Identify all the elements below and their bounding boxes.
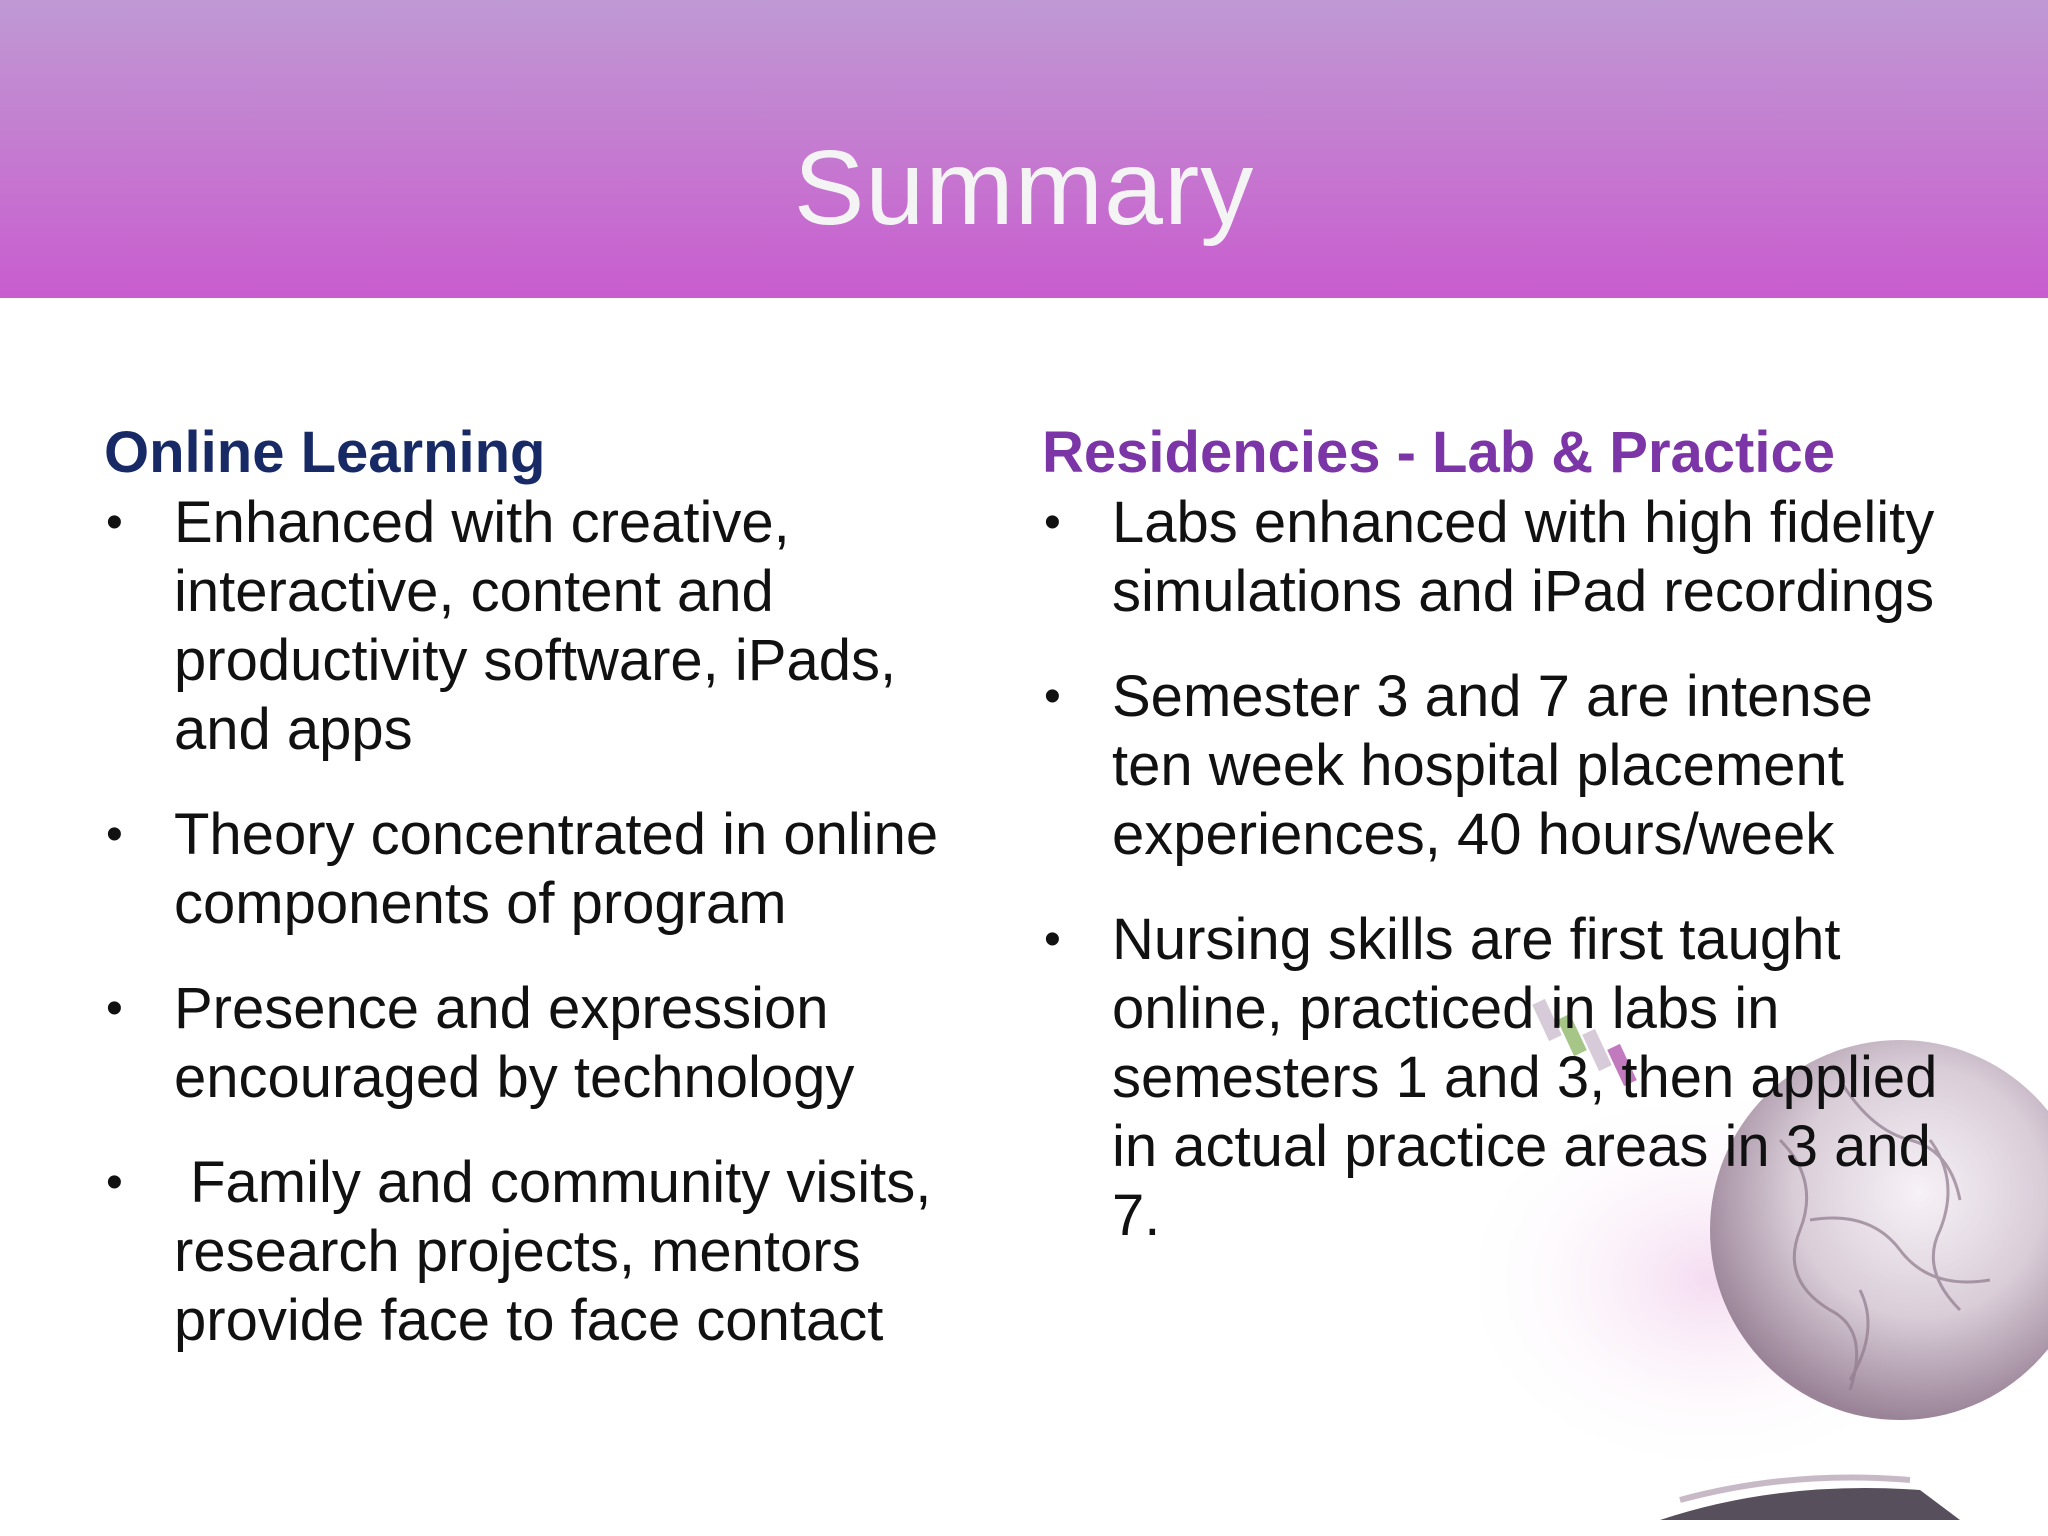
list-item-text: Nursing skills are first taught online, practiced in labs in semesters 1 and 3, then applied in actual practice areas in 3 and 7.	[1112, 907, 1938, 1248]
bullet-icon: •	[106, 808, 123, 861]
bullet-icon: •	[1044, 670, 1061, 723]
list-item-text: Enhanced with creative, interactive, content and productivity software, iPads, and apps	[174, 490, 897, 762]
list-item	[1042, 488, 1942, 626]
bullet-icon: •	[106, 496, 123, 549]
left-column-heading: Online Learning	[104, 420, 546, 485]
bullet-icon: •	[106, 1156, 123, 1209]
list-item-text: Labs enhanced with high fidelity simulations and iPad recordings	[1112, 490, 1935, 624]
list-item-text: Family and community visits, research projects, mentors provide face to face contact	[174, 1150, 932, 1353]
right-bullet-list	[1042, 488, 1942, 1250]
right-column-heading: Residencies - Lab & Practice	[1042, 420, 1835, 485]
list-item	[104, 974, 1004, 1112]
list-item	[1042, 662, 1942, 869]
left-bullet-list	[104, 488, 1004, 1355]
left-column	[104, 418, 1004, 1391]
list-item-text: Presence and expression encouraged by technology	[174, 976, 855, 1110]
list-item	[1042, 905, 1942, 1250]
list-item	[104, 488, 1004, 764]
slide-title: Summary	[793, 129, 1255, 247]
list-item-text: Theory concentrated in online components of program	[174, 802, 939, 936]
bullet-icon: •	[1044, 913, 1061, 966]
bullet-icon: •	[1044, 496, 1061, 549]
list-item-text: Semester 3 and 7 are intense ten week hospital placement experiences, 40 hours/week	[1112, 664, 1873, 867]
list-item	[104, 800, 1004, 938]
bullet-icon: •	[106, 982, 123, 1035]
right-column	[1042, 418, 1942, 1286]
list-item	[104, 1148, 1004, 1355]
